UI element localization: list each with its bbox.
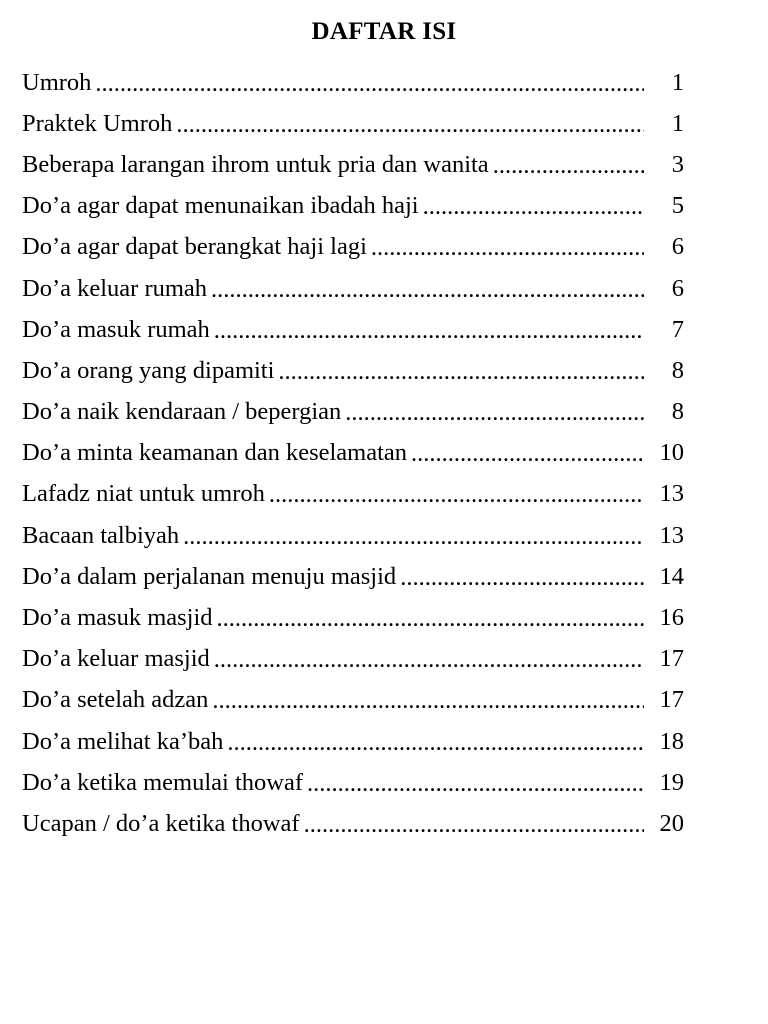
dot-leader bbox=[212, 687, 644, 715]
dot-leader bbox=[371, 234, 644, 262]
dot-leader bbox=[176, 111, 644, 139]
toc-entry-page: 19 bbox=[659, 768, 684, 796]
toc-entry-page: 14 bbox=[659, 562, 684, 590]
toc-entry bbox=[22, 62, 684, 103]
toc-entry-title: Do’a keluar rumah bbox=[22, 274, 208, 302]
toc-entry-title: Praktek Umroh bbox=[22, 109, 173, 137]
toc-entry-title: Do’a agar dapat menunaikan ibadah haji bbox=[22, 192, 419, 220]
toc-entry-title: Do’a naik kendaraan / bepergian bbox=[22, 398, 342, 426]
toc-entry bbox=[22, 803, 684, 844]
toc-entry-title: Do’a dalam perjalanan menuju masjid bbox=[22, 562, 397, 590]
toc-entry bbox=[22, 474, 684, 515]
toc-entry-page: 18 bbox=[659, 727, 684, 755]
toc-entry-title: Do’a orang yang dipamiti bbox=[22, 356, 275, 384]
toc-entry bbox=[22, 556, 684, 597]
toc-entry bbox=[22, 680, 684, 721]
toc-entry bbox=[22, 515, 684, 556]
dot-leader bbox=[214, 646, 644, 674]
toc-entry-page: 6 bbox=[671, 274, 684, 302]
toc-entry-title: Do’a masuk masjid bbox=[22, 604, 213, 632]
toc-entry-title: Do’a setelah adzan bbox=[22, 686, 209, 714]
dot-leader bbox=[95, 70, 644, 98]
toc-entry-page: 16 bbox=[659, 604, 684, 632]
dot-leader bbox=[345, 399, 644, 427]
toc-entry-page: 10 bbox=[659, 439, 684, 467]
dot-leader bbox=[400, 564, 644, 592]
table-of-contents bbox=[22, 62, 684, 845]
toc-entry-page: 5 bbox=[671, 192, 684, 220]
dot-leader bbox=[411, 440, 644, 468]
toc-entry bbox=[22, 392, 684, 433]
toc-entry-title: Ucapan / do’a ketika thowaf bbox=[22, 809, 300, 837]
toc-entry-page: 17 bbox=[659, 686, 684, 714]
dot-leader bbox=[214, 317, 644, 345]
dot-leader bbox=[217, 605, 644, 633]
toc-entry-page: 3 bbox=[671, 150, 684, 178]
dot-leader bbox=[307, 770, 644, 798]
dot-leader bbox=[493, 152, 644, 180]
toc-entry bbox=[22, 227, 684, 268]
toc-entry bbox=[22, 268, 684, 309]
toc-entry-title: Lafadz niat untuk umroh bbox=[22, 480, 265, 508]
toc-entry-page: 20 bbox=[659, 809, 684, 837]
toc-entry-page: 6 bbox=[671, 233, 684, 261]
toc-entry bbox=[22, 433, 684, 474]
dot-leader bbox=[278, 358, 644, 386]
toc-entry bbox=[22, 762, 684, 803]
toc-entry-page: 17 bbox=[659, 645, 684, 673]
toc-entry-title: Do’a ketika memulai thowaf bbox=[22, 768, 303, 796]
toc-entry bbox=[22, 639, 684, 680]
toc-entry-title: Do’a agar dapat berangkat haji lagi bbox=[22, 233, 367, 261]
dot-leader bbox=[183, 523, 644, 551]
toc-entry-page: 13 bbox=[659, 521, 684, 549]
toc-entry-page: 8 bbox=[671, 356, 684, 384]
dot-leader bbox=[227, 729, 644, 757]
toc-entry bbox=[22, 309, 684, 350]
toc-entry-page: 13 bbox=[659, 480, 684, 508]
toc-entry-title: Do’a masuk rumah bbox=[22, 315, 210, 343]
dot-leader bbox=[211, 276, 644, 304]
toc-entry bbox=[22, 144, 684, 185]
toc-entry bbox=[22, 103, 684, 144]
toc-entry bbox=[22, 721, 684, 762]
toc-entry-title: Beberapa larangan ihrom untuk pria dan wanita bbox=[22, 150, 489, 178]
page-title: DAFTAR ISI bbox=[311, 18, 457, 45]
toc-entry-page: 8 bbox=[671, 398, 684, 426]
toc-entry bbox=[22, 350, 684, 391]
toc-entry bbox=[22, 597, 684, 638]
dot-leader bbox=[423, 193, 644, 221]
toc-entry-title: Do’a minta keamanan dan keselamatan bbox=[22, 439, 408, 467]
toc-entry-title: Do’a melihat ka’bah bbox=[22, 727, 224, 755]
toc-entry-page: 7 bbox=[671, 315, 684, 343]
toc-entry-title: Umroh bbox=[22, 68, 92, 96]
toc-entry bbox=[22, 186, 684, 227]
dot-leader bbox=[269, 481, 644, 509]
toc-entry-page: 1 bbox=[671, 109, 684, 137]
dot-leader bbox=[304, 811, 644, 839]
toc-entry-title: Bacaan talbiyah bbox=[22, 521, 180, 549]
toc-entry-page: 1 bbox=[671, 68, 684, 96]
toc-entry-title: Do’a keluar masjid bbox=[22, 645, 210, 673]
